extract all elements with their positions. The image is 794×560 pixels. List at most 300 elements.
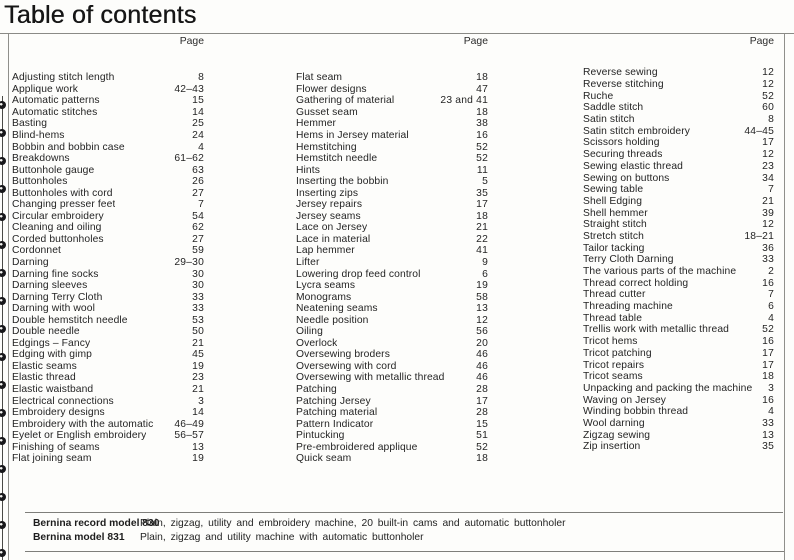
toc-entry-page: 23 and 41 <box>440 95 488 107</box>
toc-entry <box>583 184 774 196</box>
toc-entry-label: Cordonnet <box>12 245 61 257</box>
toc-entry-label: Darning fine socks <box>12 268 99 280</box>
toc-entry-label: Oversewing with metallic thread <box>296 372 445 384</box>
toc-entry-label: Pre-embroidered applique <box>296 441 418 453</box>
footer-bottom-divider <box>25 551 784 552</box>
binding-hole-icon <box>0 325 6 333</box>
toc-entry-label: Thread cutter <box>583 289 646 301</box>
toc-entry-label: Automatic patterns <box>12 95 100 107</box>
toc-entry-label: Double needle <box>12 326 80 338</box>
toc-entry <box>12 280 204 292</box>
toc-entry-page: 12 <box>762 67 774 79</box>
toc-entry-label: Darning with wool <box>12 303 95 315</box>
toc-entry <box>583 418 774 430</box>
toc-entry <box>583 207 774 219</box>
toc-entry-label: Adjusting stitch length <box>12 72 115 84</box>
page-column-header: Page <box>463 36 488 47</box>
toc-entry-label: Tricot patching <box>583 347 652 359</box>
toc-entry-label: Finishing of seams <box>12 441 100 453</box>
toc-entry-page: 56–57 <box>174 430 204 442</box>
toc-entry-label: Satin stitch embroidery <box>583 125 691 137</box>
toc-entry <box>296 118 488 130</box>
toc-entry-page: 42–43 <box>174 83 204 95</box>
toc-entry-page: 17 <box>762 137 774 149</box>
toc-entry <box>583 429 774 441</box>
toc-entry-label: Lap hemmer <box>296 245 355 257</box>
toc-entry <box>12 141 204 153</box>
toc-entry-label: Flower designs <box>296 83 367 95</box>
toc-entry-label: Jersey seams <box>296 210 361 222</box>
toc-entry-page: 6 <box>768 301 774 313</box>
model-name: Bernina record model 830 <box>33 518 160 529</box>
toc-entry <box>583 125 774 137</box>
toc-entry <box>12 234 204 246</box>
toc-entry <box>12 418 204 430</box>
toc-entry-label: Wool darning <box>583 417 645 429</box>
toc-entry <box>583 266 774 278</box>
toc-entry <box>12 257 204 269</box>
toc-entry-page: 8 <box>768 114 774 126</box>
toc-entry <box>296 153 488 165</box>
toc-entry-page: 17 <box>762 359 774 371</box>
toc-entry <box>296 164 488 176</box>
toc-entry-page: 39 <box>762 207 774 219</box>
toc-entry-label: Waving on Jersey <box>583 394 667 406</box>
toc-entry-page: 61–62 <box>174 153 204 165</box>
toc-entry <box>583 324 774 336</box>
toc-entry <box>583 371 774 383</box>
toc-entry-label: Lifter <box>296 257 320 269</box>
toc-entry-label: Gusset seam <box>296 106 358 118</box>
toc-entry <box>583 336 774 348</box>
toc-entry-page: 6 <box>482 268 488 280</box>
toc-entry-page: 50 <box>192 326 204 338</box>
toc-entry-page: 36 <box>762 242 774 254</box>
toc-entry-page: 7 <box>198 199 204 211</box>
toc-entry-label: Securing threads <box>583 149 663 161</box>
toc-entry-page: 23 <box>762 160 774 172</box>
toc-entry-page: 13 <box>192 441 204 453</box>
toc-entry <box>12 153 204 165</box>
toc-entry-label: Buttonholes <box>12 176 68 188</box>
toc-entry-page: 25 <box>192 118 204 130</box>
toc-entry-label: Monograms <box>296 291 352 303</box>
toc-entry <box>296 245 488 257</box>
toc-entry-page: 22 <box>476 233 488 245</box>
toc-entry-page: 4 <box>768 312 774 324</box>
model-row <box>33 517 773 531</box>
toc-entry-page: 51 <box>476 430 488 442</box>
toc-entry <box>296 372 488 384</box>
toc-entry-label: Reverse stitching <box>583 79 664 91</box>
toc-entry-label: Sewing on buttons <box>583 172 670 184</box>
toc-entry <box>583 348 774 360</box>
toc-entry <box>296 130 488 142</box>
toc-entry <box>12 268 204 280</box>
toc-entry <box>296 395 488 407</box>
toc-entry-page: 56 <box>476 326 488 338</box>
toc-entry-label: Saddle stitch <box>583 102 644 114</box>
toc-entry-label: Flat seam <box>296 72 343 84</box>
left-page-border <box>8 34 9 560</box>
toc-entry-page: 52 <box>762 324 774 336</box>
toc-entry <box>12 245 204 257</box>
toc-entry <box>296 384 488 396</box>
toc-entry-label: Lace on Jersey <box>296 222 368 234</box>
toc-entry-page: 23 <box>192 372 204 384</box>
toc-entry-label: Stretch stitch <box>583 230 644 242</box>
toc-entry-page: 3 <box>768 382 774 394</box>
right-page-border <box>784 34 785 560</box>
toc-entry-label: Shell Edging <box>583 195 643 207</box>
toc-entry-page: 12 <box>762 149 774 161</box>
toc-entry-label: Buttonholes with cord <box>12 187 113 199</box>
toc-entry-page: 4 <box>768 406 774 418</box>
toc-entry-page: 33 <box>192 291 204 303</box>
toc-entry-page: 46 <box>476 372 488 384</box>
toc-entry-label: Buttonhole gauge <box>12 164 95 176</box>
toc-entry <box>583 301 774 313</box>
toc-entry-page: 19 <box>192 453 204 465</box>
toc-entry-label: Neatening seams <box>296 303 378 315</box>
toc-entry-page: 28 <box>476 384 488 396</box>
toc-entry-page: 27 <box>192 187 204 199</box>
toc-entry-label: Patching Jersey <box>296 395 371 407</box>
toc-entry <box>296 361 488 373</box>
toc-entry-label: Applique work <box>12 83 78 95</box>
toc-entry-label: Cleaning and oiling <box>12 222 102 234</box>
toc-entry-page: 58 <box>476 291 488 303</box>
toc-entry-label: Inserting zips <box>296 187 359 199</box>
toc-entry-page: 2 <box>768 266 774 278</box>
toc-entry <box>12 211 204 223</box>
toc-entry-page: 52 <box>762 90 774 102</box>
toc-entry <box>583 254 774 266</box>
toc-entry-label: Inserting the bobbin <box>296 176 389 188</box>
page-column-header: Page <box>179 36 204 47</box>
toc-entry-label: Shell hemmer <box>583 207 648 219</box>
toc-entry-page: 18 <box>476 210 488 222</box>
page-title: Table of contents <box>4 1 197 29</box>
toc-entry-page: 17 <box>476 395 488 407</box>
binding-hole-icon <box>0 269 6 277</box>
toc-entry <box>583 137 774 149</box>
toc-entry-page: 26 <box>192 176 204 188</box>
toc-entry-label: Hints <box>296 164 320 176</box>
toc-entry <box>296 222 488 234</box>
model-name: Bernina model 831 <box>33 531 125 543</box>
toc-entry-label: Threading machine <box>583 301 673 313</box>
toc-entry <box>296 211 488 223</box>
toc-entry-page: 7 <box>768 289 774 301</box>
toc-entry-page: 11 <box>476 164 488 176</box>
binding-hole-icon <box>0 101 6 109</box>
toc-column-3 <box>583 67 774 453</box>
toc-entry <box>583 383 774 395</box>
toc-entry-label: Oiling <box>296 326 323 338</box>
toc-column-2 <box>296 72 488 465</box>
toc-entry <box>583 79 774 91</box>
toc-entry-label: Breakdowns <box>12 153 70 165</box>
toc-entry-label: Hemmer <box>296 118 337 130</box>
toc-entry <box>296 234 488 246</box>
toc-entry-label: Flat joining seam <box>12 453 92 465</box>
toc-entry <box>12 430 204 442</box>
toc-entry-page: 21 <box>762 195 774 207</box>
toc-entry-page: 29–30 <box>174 257 204 269</box>
toc-entry <box>12 107 204 119</box>
model-description: Plain, zigzag and utility machine with automatic buttonholer <box>140 531 424 543</box>
toc-entry <box>12 199 204 211</box>
toc-entry <box>12 442 204 454</box>
toc-entry-page: 16 <box>762 394 774 406</box>
toc-entry-page: 16 <box>476 130 488 141</box>
toc-entry <box>12 118 204 130</box>
toc-entry <box>583 441 774 453</box>
toc-entry <box>296 303 488 315</box>
toc-entry-page: 60 <box>762 102 774 114</box>
toc-entry <box>12 130 204 142</box>
toc-entry <box>296 430 488 442</box>
toc-entry-page: 46 <box>476 349 488 361</box>
toc-entry-page: 47 <box>476 83 488 95</box>
toc-entry-label: Sewing elastic thread <box>583 160 683 172</box>
binding-hole-icon <box>0 353 6 361</box>
toc-entry-page: 28 <box>476 407 488 419</box>
toc-entry-page: 33 <box>192 303 204 315</box>
toc-entry-page: 44–45 <box>744 125 774 137</box>
toc-entry-page: 33 <box>762 254 774 266</box>
binding-hole-icon <box>0 409 6 417</box>
binding-hole-icon <box>0 157 6 165</box>
toc-entry-page: 18 <box>476 72 488 84</box>
toc-entry-page: 53 <box>192 314 204 326</box>
toc-entry <box>296 176 488 188</box>
toc-entry <box>296 326 488 338</box>
toc-entry <box>583 161 774 173</box>
toc-entry <box>583 312 774 324</box>
toc-entry-label: Unpacking and packing the machine <box>583 382 753 394</box>
binding-hole-icon <box>0 493 6 501</box>
toc-entry-label: Ruche <box>583 90 614 102</box>
toc-entry-label: Scissors holding <box>583 137 660 149</box>
toc-entry-label: Tricot seams <box>583 371 643 383</box>
toc-column-1 <box>12 72 204 465</box>
toc-entry-label: Straight stitch <box>583 219 647 231</box>
toc-entry-page: 35 <box>762 441 774 453</box>
toc-entry-page: 30 <box>192 280 204 292</box>
toc-entry-label: Needle position <box>296 314 369 326</box>
toc-entry-label: Zigzag sewing <box>583 429 651 441</box>
toc-entry-page: 7 <box>768 184 774 196</box>
toc-entry <box>296 199 488 211</box>
toc-entry-page: 8 <box>198 72 204 84</box>
toc-entry-page: 35 <box>476 187 488 199</box>
toc-entry <box>12 453 204 465</box>
toc-entry-page: 12 <box>762 79 774 91</box>
toc-entry <box>296 72 488 84</box>
toc-entry <box>296 338 488 350</box>
toc-entry-label: Satin stitch <box>583 114 635 126</box>
toc-entry <box>12 291 204 303</box>
toc-entry-label: Circular embroidery <box>12 210 104 222</box>
toc-entry-page: 15 <box>192 95 204 107</box>
toc-entry <box>12 95 204 107</box>
toc-entry <box>296 407 488 419</box>
toc-entry-label: Winding bobbin thread <box>583 406 689 418</box>
toc-entry <box>583 359 774 371</box>
toc-entry-page: 5 <box>482 176 488 188</box>
toc-entry <box>296 291 488 303</box>
toc-entry <box>583 90 774 102</box>
toc-entry-page: 18–21 <box>744 230 774 242</box>
toc-entry <box>12 314 204 326</box>
toc-entry <box>12 72 204 84</box>
toc-entry-label: Embroidery with the automatic <box>12 418 154 430</box>
toc-entry-label: Bobbin and bobbin case <box>12 141 125 153</box>
binding-hole-icon <box>0 521 6 529</box>
toc-entry <box>583 242 774 254</box>
toc-entry <box>296 418 488 430</box>
toc-entry-page: 52 <box>476 141 488 153</box>
toc-entry-label: Lace in material <box>296 233 371 245</box>
toc-entry-label: Thread table <box>583 312 643 324</box>
toc-entry <box>12 384 204 396</box>
title-divider <box>0 33 794 34</box>
toc-entry <box>12 338 204 350</box>
toc-entry-label: Tailor tacking <box>583 242 645 254</box>
toc-entry-page: 34 <box>762 172 774 184</box>
toc-entry-label: Edging with gimp <box>12 349 93 361</box>
toc-entry-page: 62 <box>192 222 204 234</box>
binding-hole-icon <box>0 465 6 473</box>
toc-entry-page: 17 <box>476 199 488 211</box>
toc-entry-label: Sewing table <box>583 184 644 196</box>
toc-entry <box>583 406 774 418</box>
footer-top-divider <box>25 512 783 513</box>
toc-entry-page: 9 <box>482 257 488 269</box>
toc-entry-page: 4 <box>198 141 204 153</box>
binding-hole-icon <box>0 437 6 445</box>
toc-entry <box>296 257 488 269</box>
toc-entry <box>12 222 204 234</box>
toc-entry <box>583 172 774 184</box>
toc-entry <box>583 114 774 126</box>
toc-entry-label: Tricot hems <box>583 336 638 348</box>
toc-entry <box>296 107 488 119</box>
toc-entry-label: Edgings – Fancy <box>12 337 91 349</box>
toc-entry-page: 13 <box>762 429 774 441</box>
toc-entry-label: Darning sleeves <box>12 280 88 292</box>
toc-entry-page: 63 <box>192 164 204 176</box>
binding-hole-icon <box>0 297 6 305</box>
toc-entry-label: Gathering of material <box>296 95 395 107</box>
toc-entry <box>296 268 488 280</box>
toc-entry-label: Elastic thread <box>12 372 76 384</box>
toc-entry <box>296 141 488 153</box>
toc-entry-page: 16 <box>762 277 774 289</box>
toc-entry <box>583 102 774 114</box>
toc-entry-label: Thread correct holding <box>583 277 689 289</box>
toc-entry <box>296 349 488 361</box>
toc-entry-label: Patching material <box>296 407 378 419</box>
toc-entry-page: 21 <box>192 337 204 349</box>
binding-hole-icon <box>0 213 6 221</box>
toc-entry-page: 24 <box>192 130 204 141</box>
toc-entry-label: Changing presser feet <box>12 199 116 211</box>
toc-entry-page: 45 <box>192 349 204 361</box>
toc-entry-page: 46 <box>476 360 488 372</box>
toc-entry <box>583 394 774 406</box>
toc-entry-page: 21 <box>192 384 204 396</box>
model-description: Plain, zigzag, utility and embroidery machine, 20 built-in cams and automatic buttonholer <box>140 518 566 529</box>
toc-entry <box>12 407 204 419</box>
toc-entry <box>296 314 488 326</box>
toc-entry-label: Double hemstitch needle <box>12 314 128 326</box>
toc-entry-label: Trellis work with metallic thread <box>583 324 729 336</box>
toc-entry-label: Corded buttonholes <box>12 233 104 245</box>
toc-entry-label: Basting <box>12 118 48 130</box>
toc-entry-page: 21 <box>476 222 488 234</box>
model-list <box>33 517 773 544</box>
toc-entry-label: Embroidery designs <box>12 407 105 419</box>
toc-entry-label: Electrical connections <box>12 395 114 407</box>
toc-entry <box>12 303 204 315</box>
toc-entry-label: Hemstitching <box>296 141 357 153</box>
toc-entry <box>583 277 774 289</box>
toc-entry <box>12 395 204 407</box>
toc-entry-label: Darning <box>12 257 49 269</box>
toc-entry-page: 18 <box>476 453 488 465</box>
toc-entry-page: 18 <box>762 371 774 383</box>
toc-entry-page: 27 <box>192 233 204 245</box>
toc-entry-label: Lycra seams <box>296 280 356 292</box>
toc-entry-label: Automatic stitches <box>12 106 98 118</box>
toc-entry-page: 59 <box>192 245 204 257</box>
toc-entry-label: Jersey repairs <box>296 199 363 211</box>
toc-entry-label: Lowering drop feed control <box>296 268 421 280</box>
toc-entry-label: Oversewing broders <box>296 349 390 361</box>
page-column-header: Page <box>749 36 774 47</box>
toc-entry-page: 14 <box>192 407 204 419</box>
toc-entry <box>583 149 774 161</box>
toc-entry <box>12 164 204 176</box>
toc-entry-page: 20 <box>476 337 488 349</box>
toc-entry <box>583 196 774 208</box>
toc-entry-page: 19 <box>476 280 488 292</box>
toc-entry-page: 30 <box>192 268 204 280</box>
toc-entry-label: Elastic seams <box>12 360 77 372</box>
toc-entry <box>583 231 774 243</box>
toc-entry-label: The various parts of the machine <box>583 266 737 278</box>
toc-entry <box>583 289 774 301</box>
toc-entry-label: Patching <box>296 384 337 396</box>
toc-entry-label: Tricot repairs <box>583 359 645 371</box>
binding-hole-icon <box>0 381 6 389</box>
binding-hole-icon <box>0 549 6 557</box>
toc-entry <box>12 361 204 373</box>
toc-entry-page: 18 <box>476 106 488 118</box>
toc-entry <box>12 372 204 384</box>
toc-entry-page: 15 <box>476 418 488 430</box>
toc-entry-label: Quick seam <box>296 453 352 465</box>
toc-entry <box>296 95 488 107</box>
toc-entry <box>296 84 488 96</box>
toc-entry <box>12 176 204 188</box>
toc-entry-label: Blind-hems <box>12 130 65 141</box>
toc-entry <box>12 84 204 96</box>
toc-entry <box>12 187 204 199</box>
